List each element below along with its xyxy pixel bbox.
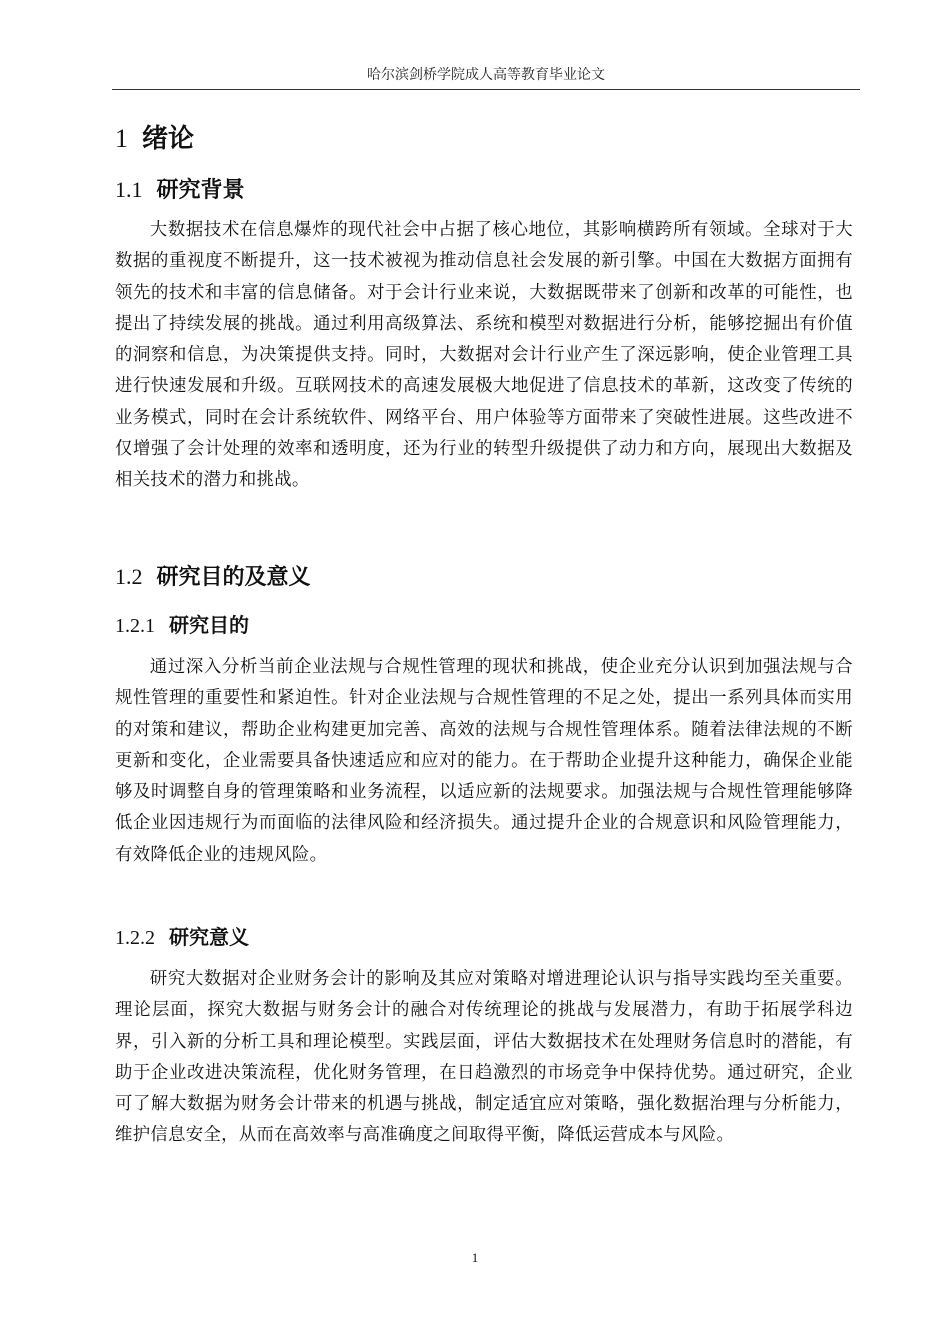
chapter-heading: [115, 118, 194, 155]
subsection-heading-significance: [115, 921, 249, 950]
subsection-title: 研究目的: [169, 613, 249, 637]
paragraph-background: 大数据技术在信息爆炸的现代社会中占据了核心地位，其影响横跨所有领域。全球对于大数据的重视度不断提升，这一技术被视为推动信息社会发展的新引擎。中国在大数据方面拥有领先的技术和丰富的信息储备。对于会计行业来说，大数据既带来了创新和改革的可能性，也提出了持续发展的挑战。通过利用高级算法、系统和模型对数据进行分析，能够挖掘出有价值的洞察和信息，为决策提供支持。同时，大数据对会计行业产生了深远影响，使企业管理工具进行快速发展和升级。互联网技术的高速发展极大地促进了信息技术的革新，这改变了传统的业务模式，同时在会计系统软件、网络平台、用户体验等方面带来了突破性进展。这些改进不仅增强了会计处理的效率和透明度，还为行业的转型升级提供了动力和方向，展现出大数据及相关技术的潜力和挑战。: [115, 220, 853, 491]
section-heading-purpose-significance: [115, 560, 311, 591]
section-title: 研究目的及意义: [156, 565, 311, 590]
chapter-title: 绪论: [142, 124, 195, 154]
header-rule: [112, 89, 860, 90]
section-number: 1.2: [115, 564, 143, 589]
subsection-number: 1.2.1: [115, 615, 155, 637]
page-number: 1: [471, 1250, 479, 1265]
section-heading-background: [115, 173, 245, 204]
paragraph-significance: 研究大数据对企业财务会计的影响及其应对策略对增进理论认识与指导实践均至关重要。理论层面，探究大数据与财务会计的融合对传统理论的挑战与发展潜力，有助于拓展学科边界，引入新的分析工具和理论模型。实践层面，评估大数据技术在处理财务信息时的潜能，有助于企业改进决策流程，优化财务管理，在日趋激烈的市场竞争中保持优势。通过研究，企业可了解大数据为财务会计带来的机遇与挑战，制定适宜应对策略，强化数据治理与分析能力，维护信息安全，从而在高效率与高准确度之间取得平衡，降低运营成本与风险。: [115, 969, 853, 1146]
running-header: 哈尔滨剑桥学院成人高等教育毕业论文: [367, 67, 605, 83]
subsection-title: 研究意义: [169, 925, 249, 949]
section-number: 1.1: [115, 177, 143, 202]
subsection-heading-purpose: [115, 609, 249, 638]
section-title: 研究背景: [156, 178, 245, 203]
paragraph-purpose: 通过深入分析当前企业法规与合规性管理的现状和挑战，使企业充分认识到加强法规与合规性管理的重要性和紧迫性。针对企业法规与合规性管理的不足之处，提出一系列具体而实用的对策和建议，帮助企业构建更加完善、高效的法规与合规性管理体系。随着法律法规的不断更新和变化，企业需要具备快速适应和应对的能力。在于帮助企业提升这种能力，确保企业能够及时调整自身的管理策略和业务流程，以适应新的法规要求。加强法规与合规性管理能够降低企业因违规行为而面临的法律风险和经济损失。通过提升企业的合规意识和风险管理能力，有效降低企业的违规风险。: [115, 657, 853, 865]
subsection-number: 1.2.2: [115, 927, 155, 949]
chapter-number: 1: [115, 124, 128, 153]
